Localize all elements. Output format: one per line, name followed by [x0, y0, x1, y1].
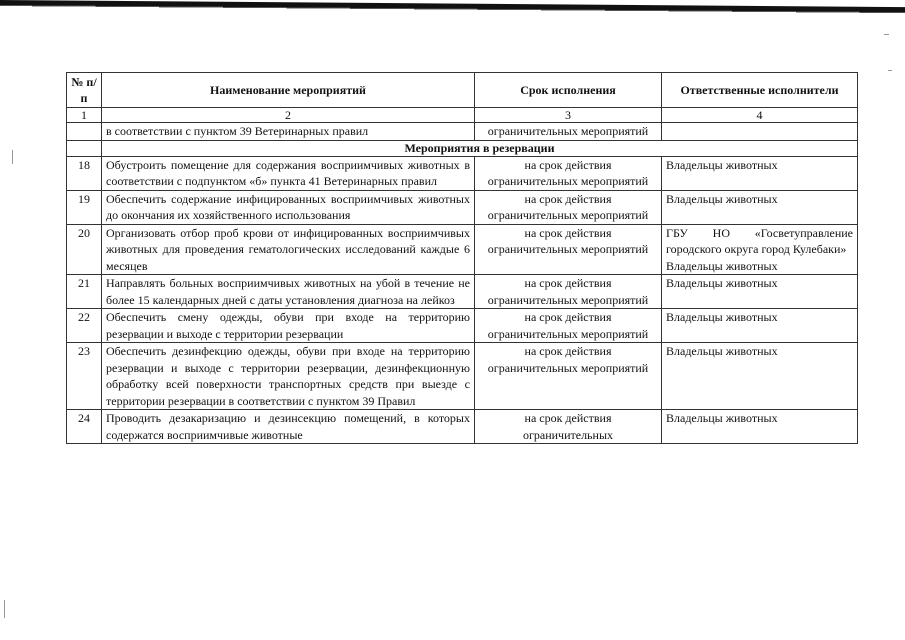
cell-resp-line: Владельцы животных [666, 258, 778, 273]
cell-num: 20 [67, 224, 102, 275]
cell-num [67, 123, 102, 141]
table-row [67, 309, 858, 343]
cell-name: Направлять больных восприимчивых животных на убой в течение не более 15 календарных дней с даты установления диагноза на лейкоз [102, 275, 475, 309]
table-row [67, 343, 858, 410]
cell-name: Обустроить помещение для содержания восприимчивых животных в соответствии с подпунктом «б» пункта 41 Ветеринарных правил [102, 156, 475, 190]
cell-num: 21 [67, 275, 102, 309]
table-row-continued [67, 123, 858, 141]
cell-resp: Владельцы животных [662, 410, 858, 444]
table-row [67, 190, 858, 224]
header-resp: Ответственные исполнители [662, 73, 858, 108]
cell-term: на срок действия ограничительных мероприятий [475, 190, 662, 224]
cell-term: на срок действия ограничительных мероприятий [475, 275, 662, 309]
cell-num: 18 [67, 156, 102, 190]
cell-name: Проводить дезакаризацию и дезинсекцию помещений, в которых содержатся восприимчивые животные [102, 410, 475, 444]
column-number: 4 [662, 108, 858, 123]
cell-resp-line: ГБУ НО «Госветуправление городского округа город Кулебаки» [666, 225, 853, 256]
measures-table [66, 72, 858, 444]
column-number-row [67, 108, 858, 123]
column-number: 1 [67, 108, 102, 123]
cell-num: 24 [67, 410, 102, 444]
cell-name: Обеспечить смену одежды, обуви при входе на территорию резервации и выходе с территории резервации [102, 309, 475, 343]
cell-resp [662, 224, 858, 275]
section-row [67, 140, 858, 156]
cell-num: 23 [67, 343, 102, 410]
cell-term: на срок действия ограничительных мероприятий [475, 156, 662, 190]
table-header-row [67, 73, 858, 108]
column-number: 2 [102, 108, 475, 123]
table-row [67, 156, 858, 190]
cell-resp: Владельцы животных [662, 190, 858, 224]
cell-num: 19 [67, 190, 102, 224]
scan-border [0, 0, 905, 15]
table-row [67, 275, 858, 309]
cell-num [67, 140, 102, 156]
cell-name: Обеспечить содержание инфицированных восприимчивых животных до окончания их хозяйственного использования [102, 190, 475, 224]
section-title: Мероприятия в резервации [102, 140, 858, 156]
cell-name: в соответствии с пунктом 39 Ветеринарных правил [102, 123, 475, 141]
scan-mark [884, 34, 889, 35]
header-num: № п/п [67, 73, 102, 108]
scan-mark [4, 600, 5, 618]
cell-resp: Владельцы животных [662, 156, 858, 190]
cell-resp: Владельцы животных [662, 309, 858, 343]
cell-resp: Владельцы животных [662, 275, 858, 309]
cell-name: Организовать отбор проб крови от инфицированных восприимчивых животных для проведения гематологических исследований каждые 6 месяцев [102, 224, 475, 275]
cell-num: 22 [67, 309, 102, 343]
cell-resp [662, 123, 858, 141]
column-number: 3 [475, 108, 662, 123]
cell-resp: Владельцы животных [662, 343, 858, 410]
header-name: Наименование мероприятий [102, 73, 475, 108]
cell-term: на срок действия ограничительных [475, 410, 662, 444]
scan-mark [888, 70, 892, 71]
table-row [67, 410, 858, 444]
cell-term: на срок действия ограничительных мероприятий [475, 224, 662, 275]
cell-term: на срок действия ограничительных мероприятий [475, 309, 662, 343]
header-term: Срок исполнения [475, 73, 662, 108]
cell-term: на срок действия ограничительных мероприятий [475, 343, 662, 410]
cell-name: Обеспечить дезинфекцию одежды, обуви при входе на территорию резервации и выходе с территории резервации, дезинфекционную обработку всей поверхности транспортных средств при выезде с территории резервации в соответствии с пунктом 39 Правил [102, 343, 475, 410]
scan-mark [12, 150, 13, 164]
cell-term: ограничительных мероприятий [475, 123, 662, 141]
table-row [67, 224, 858, 275]
